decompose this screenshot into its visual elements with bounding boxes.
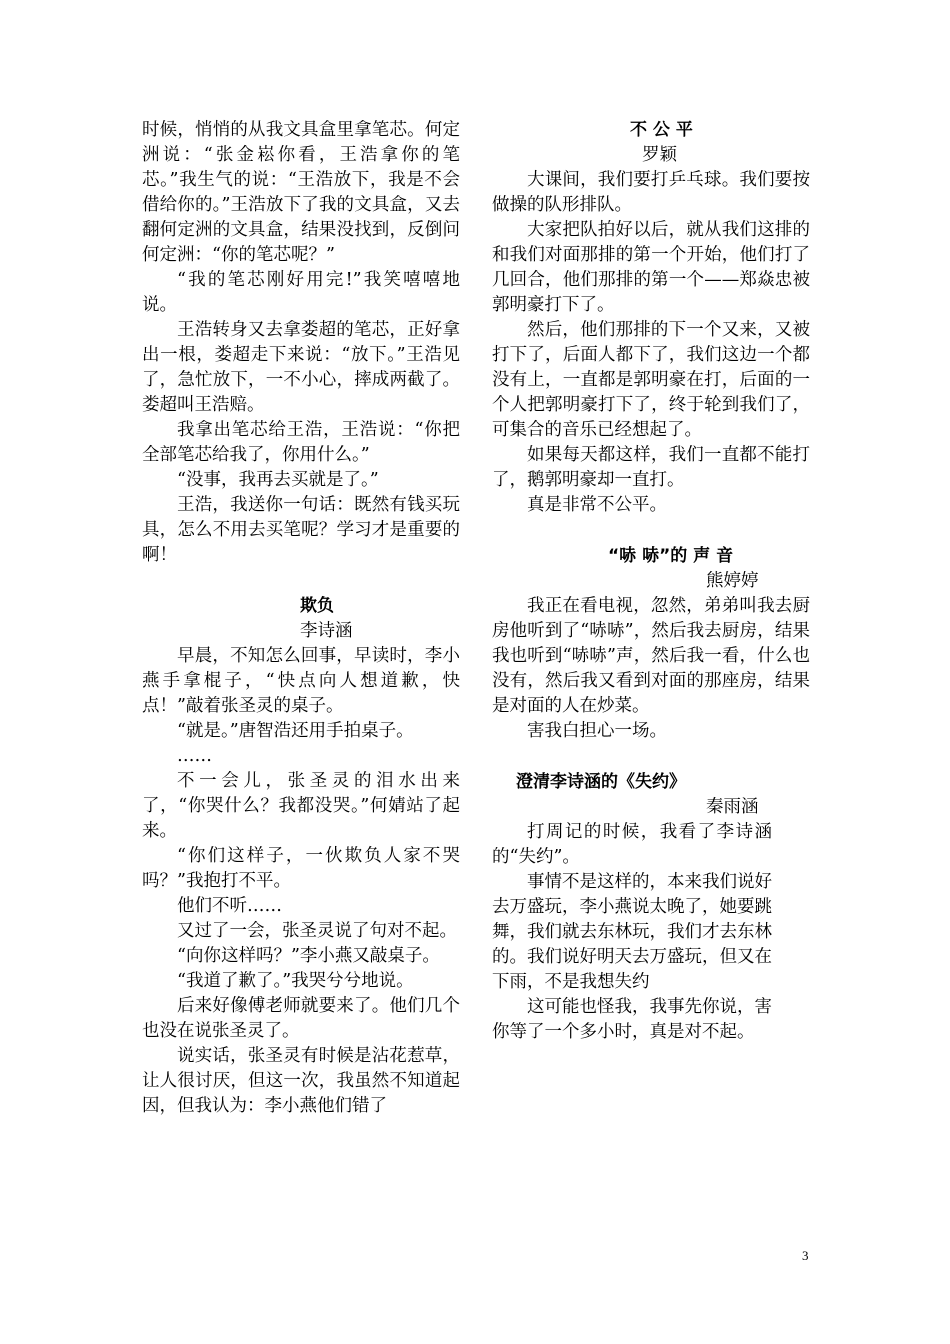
story-author: 熊婷婷	[706, 571, 759, 591]
paragraph: 我拿出笔芯给王浩，王浩说：“你把全部笔芯给我了，你用什么。”	[142, 420, 460, 465]
paragraph: 时候，悄悄的从我文具盒里拿笔芯。何定洲说：“张金崧你看，王浩拿你的笔芯。”我生气的说：“王浩放下，我是不会借给你的。”王浩放下了我的文具盒，又去翻何定洲的文具盒，结果没找到，反倒问何定洲：“你的笔芯呢？”	[142, 120, 460, 265]
paragraph: “你们这样子，一伙欺负人家不哭吗？”我抱打不平。	[142, 846, 460, 891]
story-title: 欺负	[300, 596, 334, 616]
paragraph: 王浩，我送你一句话：既然有钱买玩具，怎么不用去买笔呢？学习才是重要的啊！	[142, 495, 460, 565]
paragraph: 害我白担心一场。	[527, 721, 667, 741]
right-column	[492, 118, 810, 1045]
left-column	[142, 118, 460, 1119]
story-author: 秦雨涵	[706, 797, 759, 817]
paragraph: 大家把队拍好以后，就从我们这排的和我们对面那排的第一个开始，他们打了几回合，他们那排的第一个——郑焱忠被郭明豪打下了。	[492, 220, 810, 315]
paragraph: 打周记的时候，我看了李诗涵的“失约”。	[492, 822, 772, 867]
paragraph: 真是非常不公平。	[527, 495, 667, 515]
paragraph: 事情不是这样的，本来我们说好去万盛玩，李小燕说太晚了，她要跳舞，我们就去东林玩，我们才去东林的。我们说好明天去万盛玩，但又在下雨，不是我想失约	[492, 872, 772, 992]
paragraph: “没事，我再去买就是了。”	[177, 470, 379, 490]
paragraph: 早晨，不知怎么回事，早读时，李小燕手拿棍子，“快点向人想道歉，快点！”敲着张圣灵的桌子。	[142, 646, 460, 716]
paragraph: 又过了一会，张圣灵说了句对不起。	[177, 921, 457, 941]
paragraph: 他们不听……	[177, 896, 282, 916]
section-gap	[142, 568, 460, 594]
paragraph: 王浩转身又去拿娄超的笔芯，正好拿出一根，娄超走下来说：“放下。”王浩见了，急忙放下，一不小心，摔成两截了。娄超叫王浩赔。	[142, 320, 460, 415]
page-number: 3	[802, 1248, 809, 1263]
narrow-text-block	[492, 820, 772, 1045]
story-author: 李诗涵	[300, 621, 353, 641]
paragraph: 这可能也怪我，我事先你说，害你等了一个多小时，真是对不起。	[492, 997, 772, 1042]
paragraph: “向你这样吗？”李小燕又敲桌子。	[177, 946, 440, 966]
paragraph: ……	[177, 746, 212, 766]
story-title: 澄清李诗涵的《失约》	[516, 772, 686, 792]
section-gap	[492, 744, 810, 770]
paragraph: 然后，他们那排的下一个又来，又被打下了，后面人都下了，我们这边一个都没有上，一直都是郭明豪在打，后面的一个人把郭明豪打下了，终于轮到我们了，可集合的音乐已经想起了。	[492, 320, 810, 440]
story-author: 罗颖	[642, 145, 677, 165]
paragraph: “我道了歉了。”我哭兮兮地说。	[177, 971, 414, 991]
paragraph: “就是。”唐智浩还用手拍桌子。	[177, 721, 414, 741]
paragraph: 我正在看电视，忽然，弟弟叫我去厨房他听到了“哧哧”，然后我去厨房，结果我也听到“哧哧”声，然后我一看，什么也没有，然后我又看到对面的那座房，结果是对面的人在炒菜。	[492, 596, 810, 716]
section-gap	[492, 518, 810, 544]
paragraph: 不一会儿，张圣灵的泪水出来了，“你哭什么？我都没哭。”何婧站了起来。	[142, 771, 460, 841]
story-title: “哧 哧”的 声 音	[608, 546, 734, 566]
paragraph: 大课间，我们要打乒乓球。我们要按做操的队形排队。	[492, 170, 810, 215]
paragraph: 说实话，张圣灵有时候是沾花惹草，让人很讨厌，但这一次，我虽然不知道起因，但我认为：李小燕他们错了	[142, 1046, 460, 1116]
paragraph: “我的笔芯刚好用完!”我笑嘻嘻地说。	[142, 270, 460, 315]
paragraph: 后来好像傅老师就要来了。他们几个也没在说张圣灵了。	[142, 996, 460, 1041]
story-title: 不 公 平	[630, 120, 693, 140]
paragraph: 如果每天都这样，我们一直都不能打了，鹅郭明豪却一直打。	[492, 445, 810, 490]
